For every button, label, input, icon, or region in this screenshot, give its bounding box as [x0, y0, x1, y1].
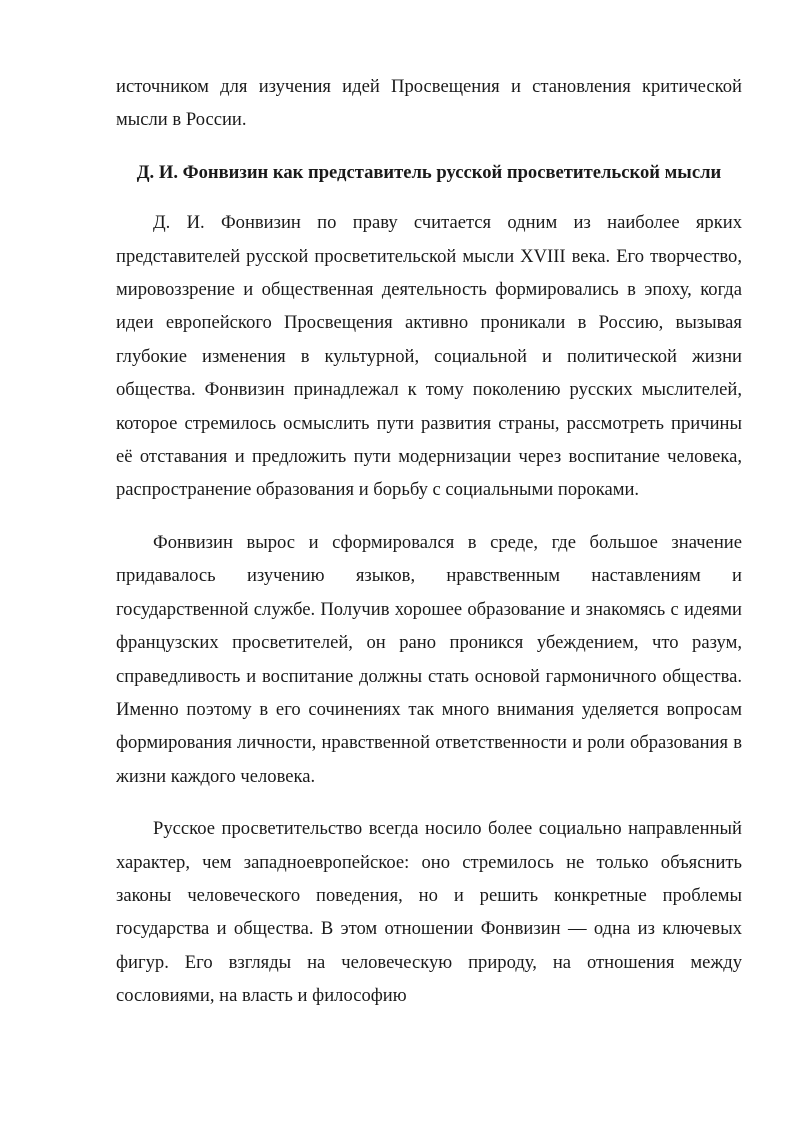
intro-paragraph: источником для изучения идей Просвещения и становления критической мысли в России. — [116, 76, 742, 131]
body-paragraph-3: Русское просветительство всегда носило более социально направленный характер, чем западноевропейское: оно стремилось не только объяснить законы человеческого поведения, но и решить конкретные проблемы государства и общества. В этом отношении Фонвизин — одна из ключевых фигур. Его взгляды на человеческую природу, на отношения между сословиями, на власть и философию — [116, 818, 742, 1007]
section-heading: Д. И. Фонвизин как представитель русской просветительской мысли — [136, 161, 722, 183]
body-paragraph-1: Д. И. Фонвизин по праву считается одним из наиболее ярких представителей русской просветительской мысли XVIII века. Его творчество, мировоззрение и общественная деятельность формировались в эпоху, когда идеи европейского Просвещения активно проникали в Россию, вызывая глубокие изменения в культурной, социальной и политической жизни общества. Фонвизин принадлежал к тому поколению русских мыслителей, которое стремилось осмыслить пути развития страны, рассмотреть причины её отставания и предложить пути модернизации через воспитание человека, распространение образования и борьбу с социальными пороками. — [116, 212, 742, 501]
document-page — [116, 70, 742, 1013]
body-paragraph-2: Фонвизин вырос и сформировался в среде, где большое значение придавалось изучению языков, нравственным наставлениям и государственной службе. Получив хорошее образование и знакомясь с идеями французских просветителей, он рано проникся убеждением, что разум, справедливость и воспитание должны стать основой гармоничного общества. Именно поэтому в его сочинениях так много внимания уделяется вопросам формирования личности, нравственной ответственности и роли образования в жизни каждого человека. — [116, 531, 742, 787]
